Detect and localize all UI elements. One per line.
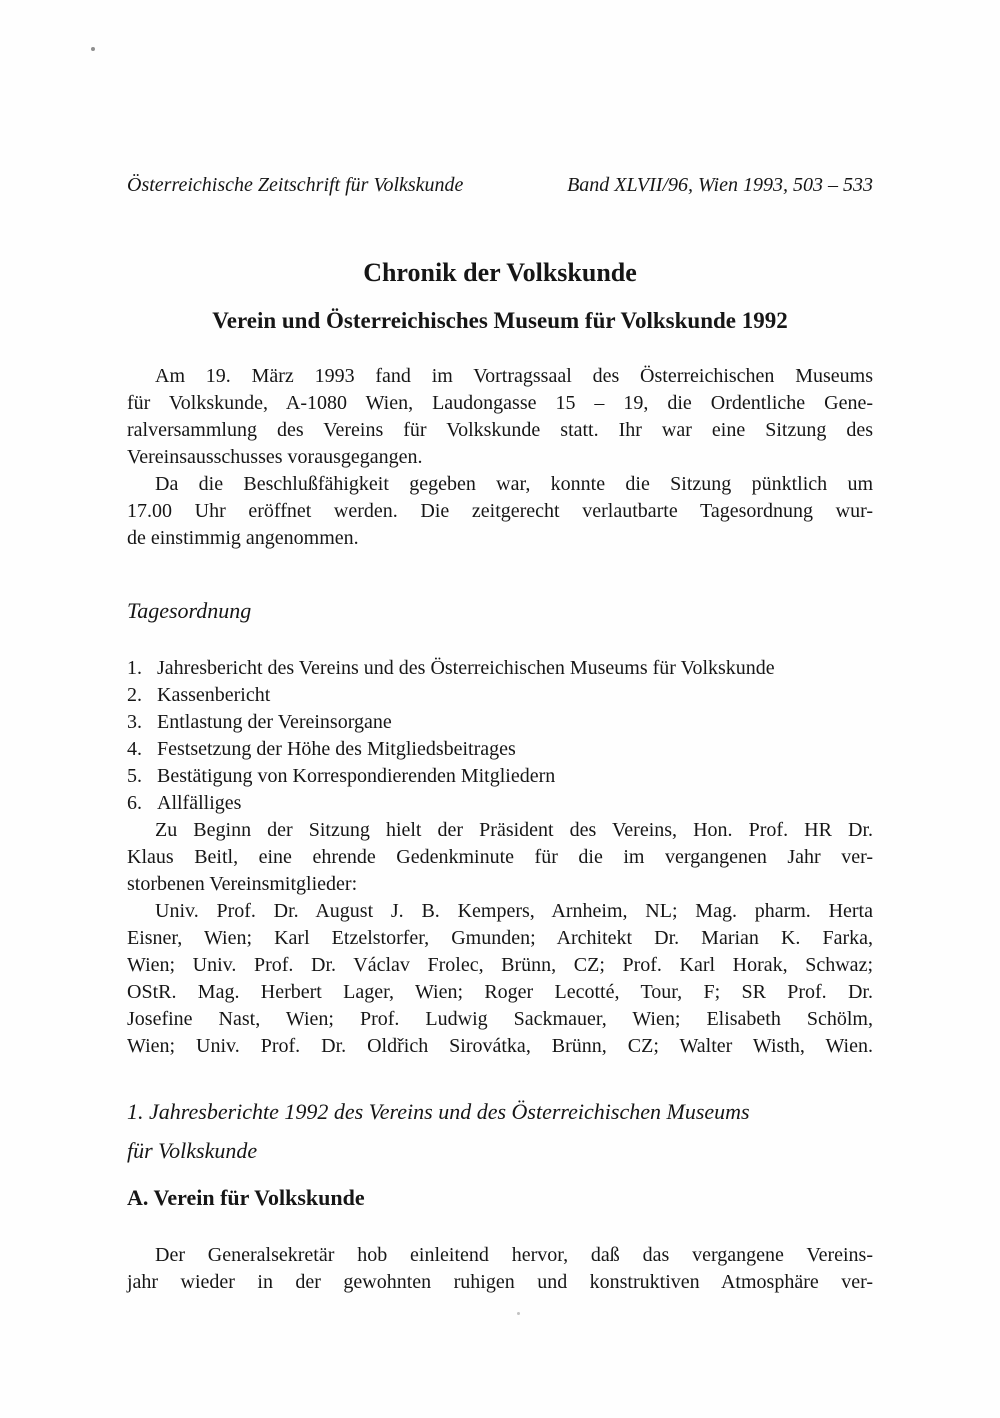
scan-artifact-dot [517, 1312, 520, 1315]
agenda-item [127, 763, 873, 790]
agenda-item [127, 709, 873, 736]
text-line: de einstimmig angenommen. [127, 527, 359, 549]
text-line: Wien; Univ. Prof. Dr. Oldřich Sirovátka, Brünn, CZ; Walter Wisth, Wien. [127, 1035, 873, 1057]
agenda-item-label: Jahresbericht des Vereins und des Österreichischen Museums für Volkskunde [157, 657, 775, 679]
memorial-paragraph-2 [127, 898, 873, 1060]
text-line: Zu Beginn der Sitzung hielt der Präsident des Vereins, Hon. Prof. HR Dr. [155, 819, 873, 841]
agenda-item-number: 1. [127, 657, 142, 679]
page-content [127, 0, 873, 1296]
closing-paragraph [127, 1242, 873, 1296]
agenda-item-number: 4. [127, 738, 142, 760]
text-line: OStR. Mag. Herbert Lager, Wien; Roger Lecotté, Tour, F; SR Prof. Dr. [127, 981, 873, 1003]
agenda-item-label: Bestätigung von Korrespondierenden Mitgliedern [157, 765, 556, 787]
journal-header [127, 172, 873, 199]
agenda-item-number: 3. [127, 711, 142, 733]
text-line: Wien; Univ. Prof. Dr. Václav Frolec, Brünn, CZ; Prof. Karl Horak, Schwaz; [127, 954, 873, 976]
agenda-item-number: 5. [127, 765, 142, 787]
text-line: storbenen Vereinsmitglieder: [127, 873, 358, 895]
page-subtitle: Verein und Österreichisches Museum für Volkskunde 1992 [212, 308, 788, 333]
agenda-item-number: 6. [127, 792, 142, 814]
agenda-item [127, 790, 873, 817]
text-line: ralversammlung des Vereins für Volkskunde statt. Ihr war eine Sitzung des [127, 419, 873, 441]
intro-paragraph-1 [127, 363, 873, 471]
agenda-item [127, 736, 873, 763]
text-line: 1. Jahresberichte 1992 des Vereins und des Österreichischen Museums [127, 1099, 750, 1124]
memorial-paragraph-1 [127, 817, 873, 898]
agenda-item [127, 682, 873, 709]
text-line: Josefine Nast, Wien; Prof. Ludwig Sackmauer, Wien; Elisabeth Schölm, [127, 1008, 873, 1030]
scan-artifact-dot [91, 47, 95, 51]
text-line: Da die Beschlußfähigkeit gegeben war, konnte die Sitzung pünktlich um [155, 473, 873, 495]
page-title: Chronik der Volkskunde [363, 258, 637, 287]
agenda-item-number: 2. [127, 684, 142, 706]
text-line: Klaus Beitl, eine ehrende Gedenkminute für die im vergangenen Jahr ver- [127, 846, 873, 868]
text-line: Eisner, Wien; Karl Etzelstorfer, Gmunden; Architekt Dr. Marian K. Farka, [127, 927, 873, 949]
text-line: Am 19. März 1993 fand im Vortragssaal des Österreichischen Museums [155, 365, 873, 387]
text-line: Univ. Prof. Dr. August J. B. Kempers, Arnheim, NL; Mag. pharm. Herta [155, 900, 873, 922]
text-line: für Volkskunde [127, 1138, 258, 1163]
agenda-item-label: Festsetzung der Höhe des Mitgliedsbeitrages [157, 738, 516, 760]
subsection-heading: A. Verein für Volkskunde [127, 1185, 365, 1210]
agenda-heading: Tagesordnung [127, 598, 252, 623]
text-line: jahr wieder in der gewohnten ruhigen und konstruktiven Atmosphäre ver- [127, 1271, 873, 1293]
text-line: Der Generalsekretär hob einleitend hervor, daß das vergangene Vereins- [155, 1244, 873, 1266]
text-line: 17.00 Uhr eröffnet werden. Die zeitgerecht verlautbarte Tagesordnung wur- [127, 500, 873, 522]
text-line: Vereinsausschusses vorausgegangen. [127, 446, 423, 468]
section-heading [127, 1092, 873, 1170]
agenda-list [127, 655, 873, 817]
agenda-item-label: Entlastung der Vereinsorgane [157, 711, 392, 733]
agenda-item-label: Allfälliges [157, 792, 242, 814]
agenda-item [127, 655, 873, 682]
agenda-item-label: Kassenbericht [157, 684, 271, 706]
volume-info: Band XLVII/96, Wien 1993, 503 – 533 [567, 174, 873, 196]
text-line: für Volkskunde, A-1080 Wien, Laudongasse 15 – 19, die Ordentliche Gene- [127, 392, 873, 414]
journal-name: Österreichische Zeitschrift für Volkskunde [127, 174, 464, 196]
intro-paragraph-2 [127, 471, 873, 552]
